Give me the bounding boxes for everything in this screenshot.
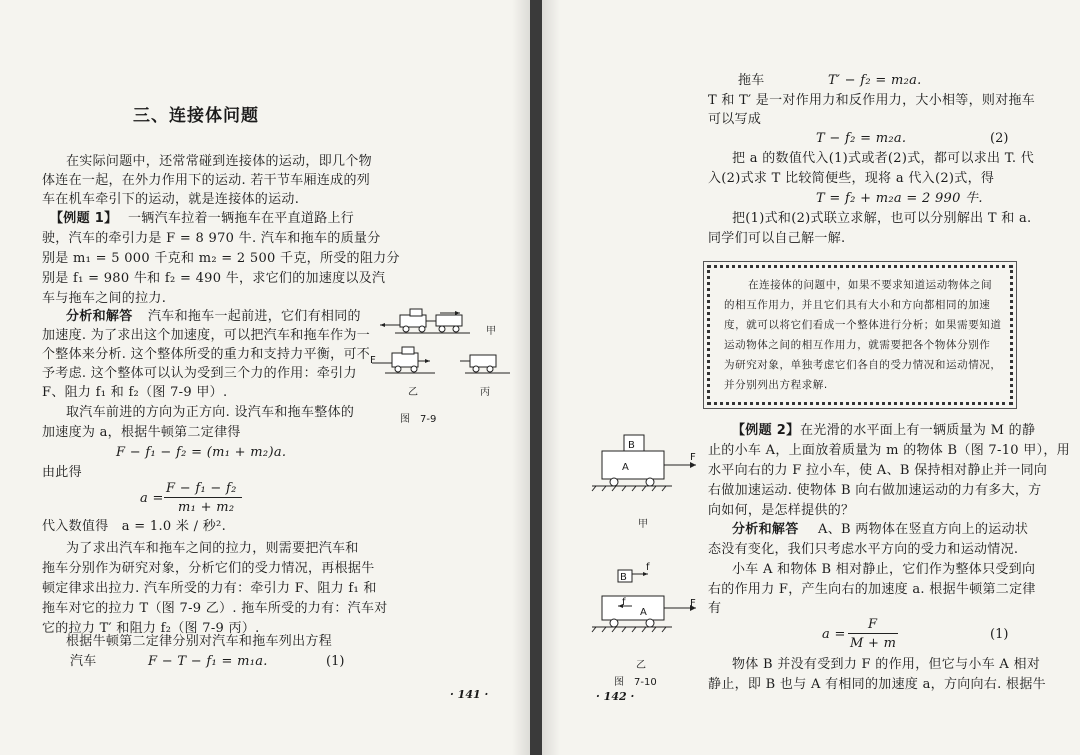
cart-a-label: A: [622, 462, 629, 473]
paragraph-line: 车在机车牵引下的运动，就是连接体的运动.: [42, 192, 300, 207]
equation-denominator: M + m: [850, 636, 897, 651]
paragraph-line: 有: [708, 601, 722, 616]
note-line: 并分别列出方程求解.: [724, 379, 828, 391]
paragraph-line: 拖车分别作为研究对象，分析它们的受力情况，再根据牛: [42, 561, 375, 576]
paragraph-line: 在实际问题中，还常常碰到连接体的运动，即几个物: [66, 154, 372, 169]
figure-label-yi: 乙: [636, 660, 646, 671]
note-line: 在连接体的问题中，如果不要求知道运动物体之间: [748, 279, 993, 291]
paragraph-line: 入(2)式求 T 比较简便些，现将 a 代入(2)式，得: [708, 171, 995, 186]
paragraph-line: 加速度为 a，根据牛顿第二定律得: [42, 425, 241, 440]
car-alone: [372, 347, 435, 373]
paragraph-line: 拖车对它的拉力 T（图 7-9 乙）. 拖车所受的力有：汽车对: [42, 601, 388, 616]
left-page: [0, 0, 530, 755]
figure-7-10-jia: [592, 433, 702, 493]
paragraph-line: 顿定律求出拉力. 汽车所受的力有：牵引力 F、阻力 f₁ 和: [42, 581, 377, 596]
example-label: 【例题 1】: [50, 211, 118, 226]
paragraph-line: 把 a 的数值代入(1)式或者(2)式，都可以求出 T. 代: [732, 151, 1035, 166]
equation-lhs: a =: [822, 627, 846, 642]
equation: T′ − f₂ = m₂a.: [828, 73, 922, 88]
paragraph-line: 为了求出汽车和拖车之间的拉力，则需要把汽车和: [66, 541, 359, 556]
paragraph-line: 体连在一起，在外力作用下的运动. 若干节车厢连成的列: [42, 173, 371, 188]
paragraph-line: 止的小车 A，上面放着质量为 m 的物体 B（图 7-10 甲），用: [708, 443, 1070, 458]
force-label: F: [370, 355, 376, 366]
force-label: F: [690, 452, 696, 463]
paragraph-line: 车与拖车之间的拉力.: [42, 291, 167, 306]
paragraph-line: 别是 f₁ = 980 牛和 f₂ = 490 牛，求它们的加速度以及汽: [42, 271, 386, 286]
note-line: 度，就可以将它们看成一个整体进行分析；如果需要知道: [724, 319, 1002, 331]
figure-label-yi: 乙: [408, 387, 418, 398]
figure-label-jia: 甲: [638, 519, 648, 530]
analysis-label: 分析和解答: [66, 309, 133, 324]
car-trailer-combined: [380, 309, 470, 333]
equation-lhs: a =: [140, 491, 164, 506]
equation: F − f₁ − f₂ = (m₁ + m₂)a.: [116, 445, 287, 460]
right-page: [542, 0, 1080, 755]
figure-caption: 图 7-9: [400, 414, 437, 425]
gutter-shadow: [542, 0, 560, 755]
figure-label-jia: 甲: [486, 326, 496, 337]
paragraph-line: 驶，汽车的牵引力是 F = 8 970 牛. 汽车和拖车的质量分: [42, 231, 381, 246]
note-line: 的相互作用力，并且它们具有大小和方向都相同的加速: [724, 299, 991, 311]
paragraph-line: 加速度. 为了求出这个加速度，可以把汽车和拖车作为一: [42, 328, 371, 343]
note-line: 运动物体之间的相互作用力，就需要把各个物体分别作: [724, 339, 991, 351]
equation-denominator: m₁ + m₂: [178, 500, 235, 515]
paragraph-line: 把(1)式和(2)式联立求解，也可以分别解出 T 和 a.: [732, 211, 1032, 226]
note-box: [707, 265, 1013, 405]
paragraph-line: 由此得: [42, 465, 82, 480]
paragraph-line: 代入数值得 a = 1.0 米 / 秒².: [42, 519, 227, 534]
example-label: 【例题 2】: [732, 423, 800, 438]
figure-7-9: [370, 305, 520, 395]
force-label: F: [690, 598, 696, 609]
equation-number: (2): [990, 131, 1009, 146]
paragraph-line: 取汽车前进的方向为正方向. 设汽车和拖车整体的: [66, 405, 355, 420]
friction-label: f: [622, 597, 626, 608]
page-number: · 142 ·: [596, 690, 635, 703]
paragraph-line: T 和 T′ 是一对作用力和反作用力，大小相等，则对拖车: [708, 93, 1036, 108]
fraction-bar: [164, 497, 242, 498]
equation-number: (1): [326, 654, 345, 669]
page-number: · 141 ·: [450, 688, 489, 701]
paragraph-line: 在光滑的水平面上有一辆质量为 M 的静: [800, 423, 1036, 438]
section-title: 三、连接体问题: [133, 106, 259, 126]
equation: F − T − f₁ = m₁a.: [148, 654, 268, 669]
paragraph-line: 它的拉力 T′ 和阻力 f₂（图 7-9 丙）.: [42, 621, 260, 636]
car-label: 汽车: [70, 654, 97, 669]
paragraph-line: 同学们可以自己解一解.: [708, 231, 846, 246]
equation-numerator: F: [868, 617, 878, 632]
paragraph-line: 可以写成: [708, 112, 762, 127]
cart-a-label: A: [640, 607, 647, 618]
figure-label-bing: 丙: [480, 387, 490, 398]
equation: T = f₂ + m₂a = 2 990 牛.: [816, 191, 983, 206]
paragraph-line: 静止，即 B 也与 A 有相同的加速度 a，方向向右. 根据牛: [708, 677, 1046, 692]
equation-numerator: F − f₁ − f₂: [166, 481, 237, 496]
fraction-bar: [848, 633, 898, 634]
paragraph-line: 态没有变化，我们只考虑水平方向的受力和运动情况.: [708, 542, 1019, 557]
paragraph-line: 右做加速运动. 使物体 B 向右做加速运动的力有多大，方: [708, 483, 1042, 498]
paragraph-line: 向如何，是怎样提供的？: [708, 503, 855, 518]
equation: T − f₂ = m₂a.: [816, 131, 907, 146]
paragraph-line: 一辆汽车拉着一辆拖车在平直道路上行: [128, 211, 355, 226]
block-b-label: B: [620, 572, 627, 583]
equation-number: (1): [990, 627, 1009, 642]
paragraph-line: 汽车和拖车一起前进，它们有相同的: [148, 309, 361, 324]
paragraph-line: 根据牛顿第二定律分别对汽车和拖车列出方程: [66, 634, 333, 649]
paragraph-line: 水平向右的力 F 拉小车，使 A、B 保持相对静止并一同向: [708, 463, 1048, 478]
paragraph-line: 小车 A 和物体 B 相对静止，它们作为整体只受到向: [732, 562, 1036, 577]
paragraph-line: 个整体来分析. 这个整体所受的重力和支持力平衡，可不: [42, 347, 371, 362]
trailer-label: 拖车: [738, 73, 765, 88]
paragraph-line: 予考虑. 这个整体可以认为受到三个力的作用：牵引力: [42, 366, 357, 381]
block-b-label: B: [628, 440, 635, 451]
paragraph-line: 右的作用力 F，产生向右的加速度 a. 根据牛顿第二定律: [708, 582, 1036, 597]
paragraph-line: A、B 两物体在竖直方向上的运动状: [818, 522, 1029, 537]
paragraph-line: F、阻力 f₁ 和 f₂（图 7-9 甲）.: [42, 385, 228, 400]
note-line: 为研究对象，单独考虑它们各自的受力情况和运动情况，: [724, 359, 1002, 371]
paragraph-line: 别是 m₁ = 5 000 千克和 m₂ = 2 500 千克，所受的阻力分: [42, 251, 400, 266]
figure-7-10-yi: [592, 562, 702, 642]
figure-caption: 图 7-10: [614, 677, 657, 688]
friction-label: f: [646, 562, 650, 573]
paragraph-line: 物体 B 并没有受到力 F 的作用，但它与小车 A 相对: [732, 657, 1041, 672]
analysis-label: 分析和解答: [732, 522, 799, 537]
trailer-alone: [460, 355, 510, 373]
